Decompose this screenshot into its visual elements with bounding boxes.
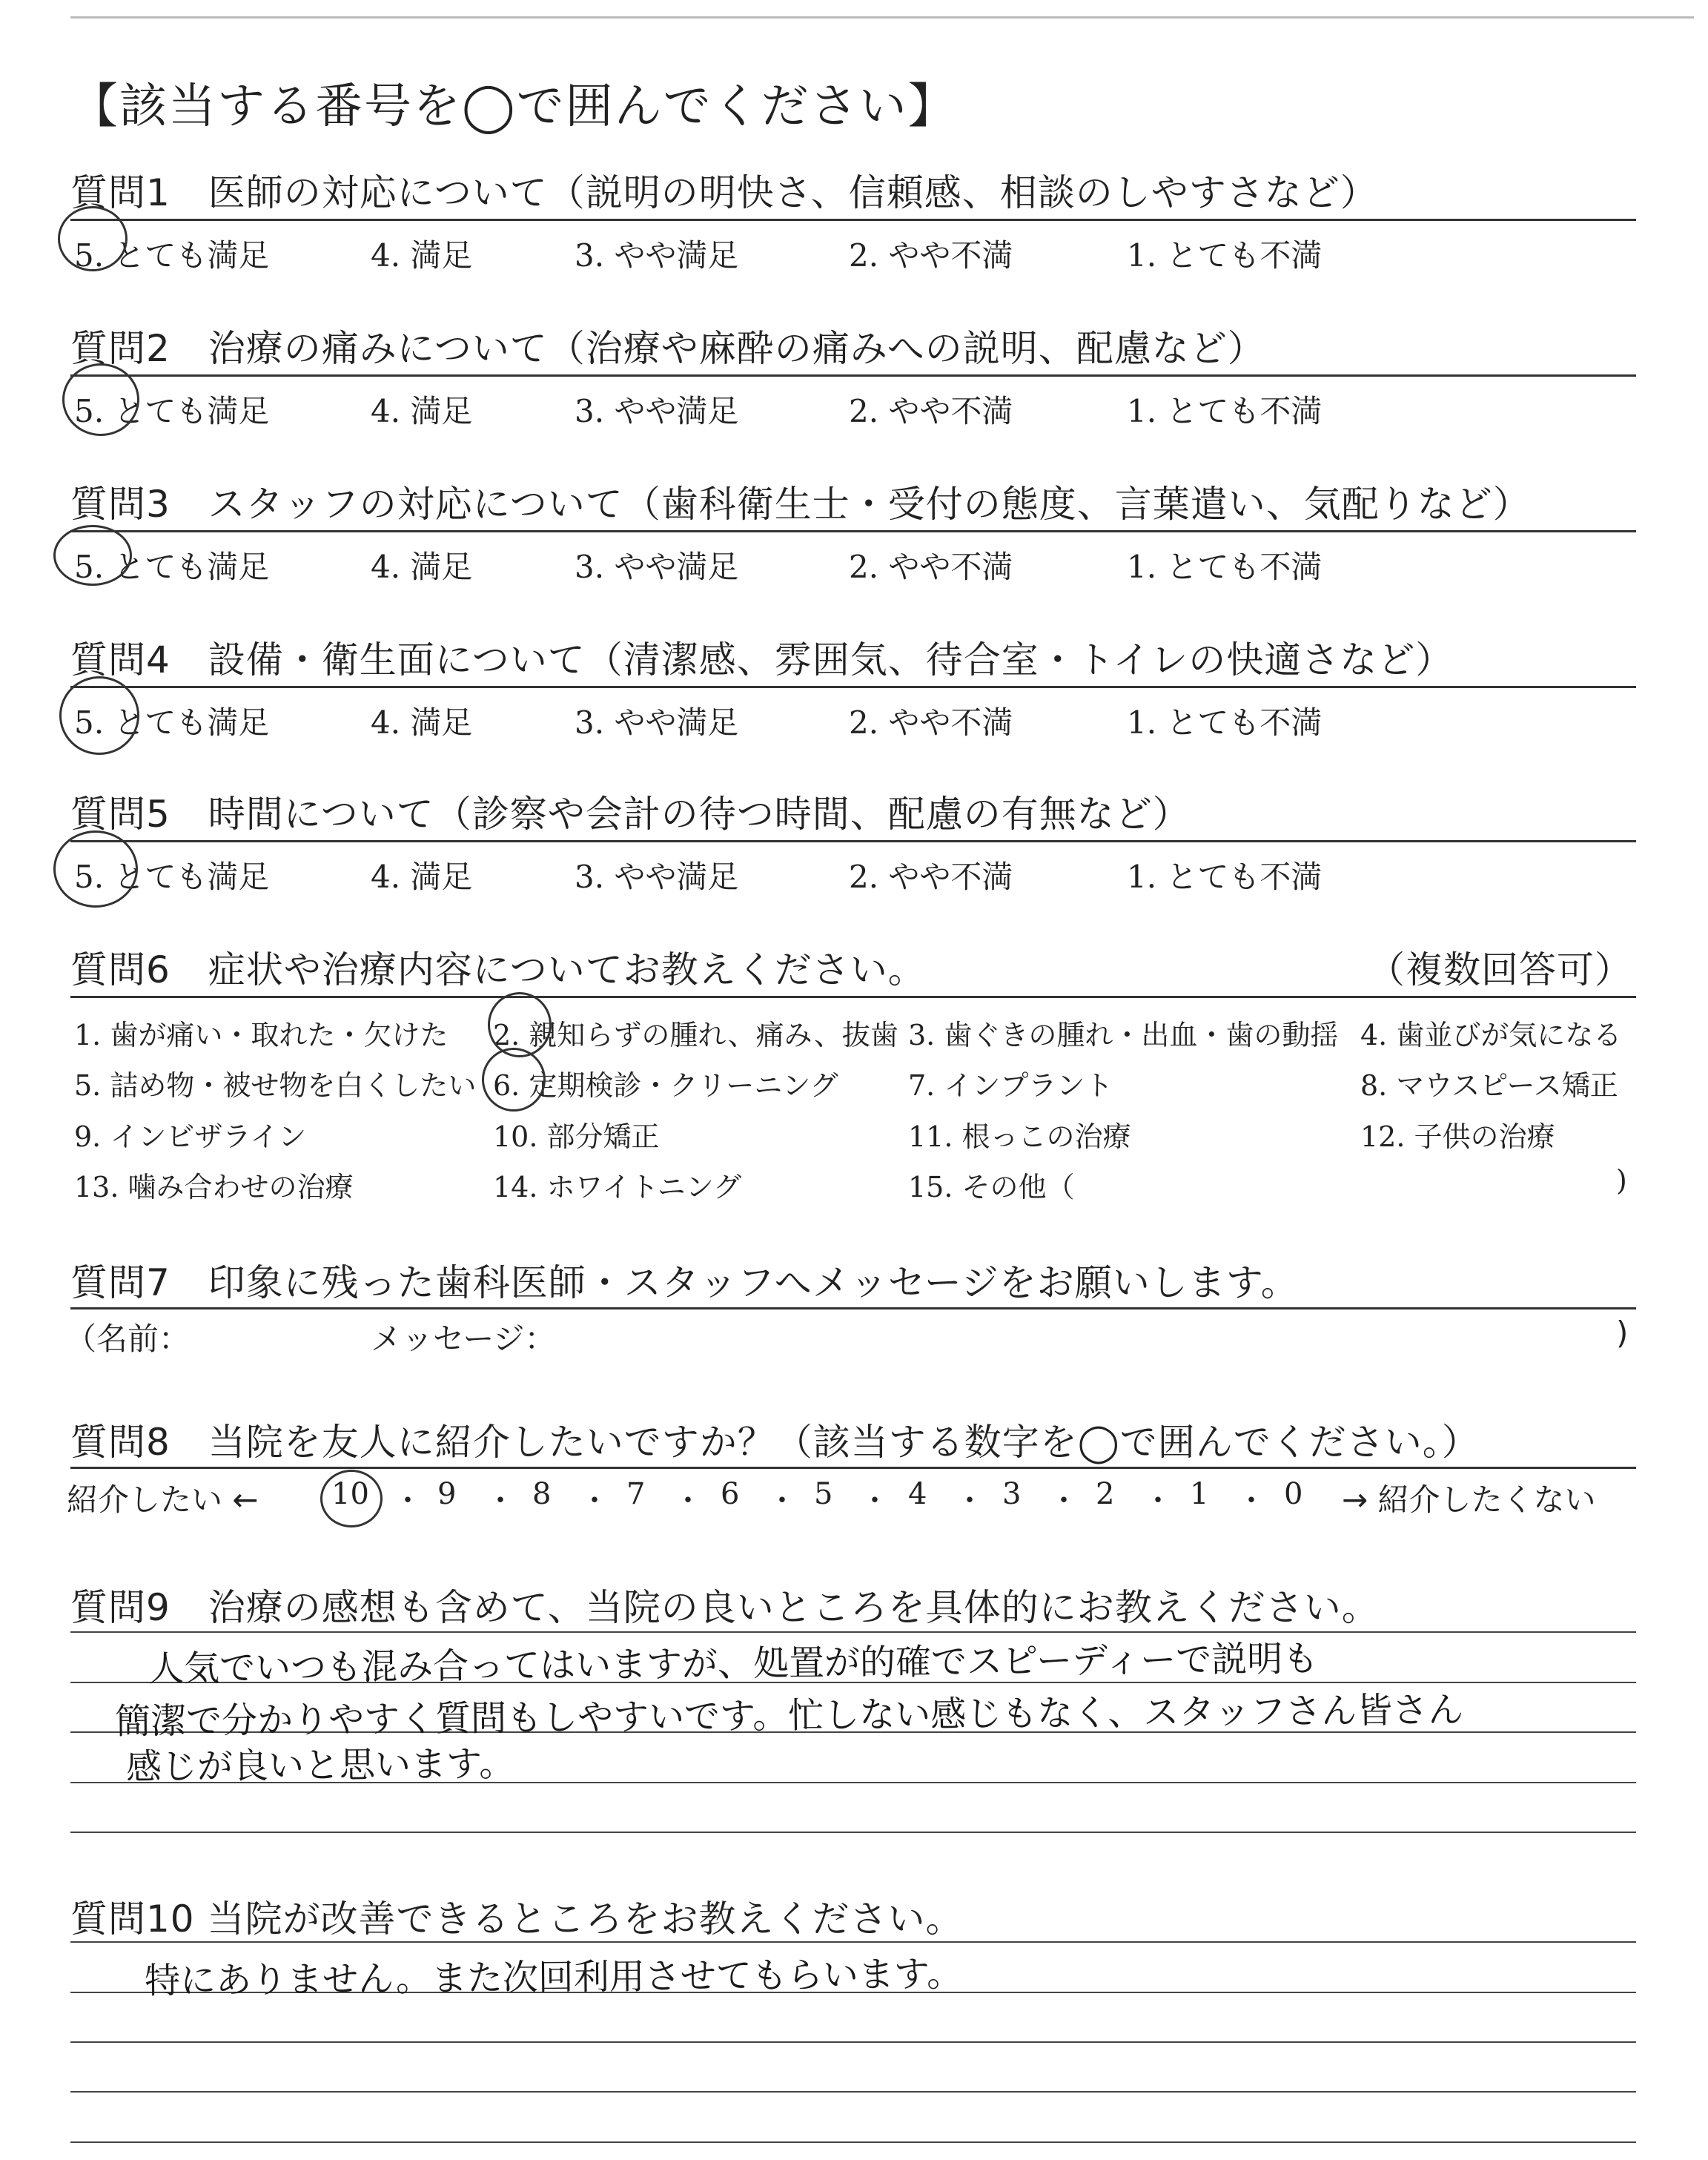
q1-option-1[interactable]: 1. とても不満	[1127, 237, 1323, 274]
q8-sep: ・	[673, 1484, 703, 1518]
q8-option-1[interactable]: 1	[1190, 1477, 1209, 1511]
q6-option-12[interactable]: 12. 子供の治療	[1360, 1120, 1555, 1153]
q2-option-1[interactable]: 1. とても不満	[1127, 393, 1323, 429]
q8-option-0[interactable]: 0	[1284, 1477, 1303, 1511]
q10-line-3	[70, 2041, 1636, 2043]
q9-line-1	[70, 1631, 1636, 1633]
q8-option-10[interactable]: 10	[331, 1477, 369, 1511]
question-4-heading: 質問4 設備・衛生面について（清潔感、雰囲気、待合室・トイレの快適さなど）	[70, 638, 1454, 681]
q5-option-3[interactable]: 3. やや満足	[575, 859, 739, 895]
question-8-heading: 質問8 当院を友人に紹介したいですか？（該当する数字を◯で囲んでください。）	[70, 1421, 1480, 1464]
q8-option-9[interactable]: 9	[437, 1477, 457, 1511]
q8-sep: ・	[1237, 1484, 1266, 1518]
question-3-heading: 質問3 スタッフの対応について（歯科衛生士・受付の態度、言葉遣い、気配りなど）	[70, 483, 1531, 526]
q10-line-5	[70, 2141, 1636, 2143]
q8-option-7[interactable]: 7	[626, 1477, 646, 1511]
page-top-edge	[70, 16, 1694, 19]
q2-option-4[interactable]: 4. 満足	[371, 393, 473, 429]
q8-option-2[interactable]: 2	[1096, 1477, 1115, 1511]
q1-option-3[interactable]: 3. やや満足	[575, 237, 739, 274]
question-10-heading: 質問10 当院が改善できるところをお教えください。	[70, 1898, 964, 1941]
q1-option-2[interactable]: 2. やや不満	[849, 237, 1013, 274]
q3-option-1[interactable]: 1. とても不満	[1127, 549, 1323, 585]
q1-option-5[interactable]: 5. とても満足	[74, 237, 270, 274]
q10-line-4	[70, 2091, 1636, 2093]
q7-name-label: （名前：	[65, 1321, 191, 1357]
question-2-rule	[70, 374, 1636, 377]
q6-option-8[interactable]: 8. マウスピース矯正	[1360, 1069, 1618, 1102]
q4-option-2[interactable]: 2. やや不満	[849, 704, 1013, 741]
question-8-rule	[70, 1467, 1636, 1469]
q9-answer-line-1: 人気でいつも混み合ってはいますが、処置が的確でスピーディーで説明も	[148, 1638, 1319, 1690]
q10-line-1	[70, 1941, 1636, 1943]
question-6-rule	[70, 996, 1636, 998]
question-5-rule	[70, 840, 1636, 842]
q5-option-2[interactable]: 2. やや不満	[849, 859, 1013, 895]
q6-option-10[interactable]: 10. 部分矯正	[493, 1120, 660, 1153]
question-4-rule	[70, 686, 1636, 688]
q4-option-3[interactable]: 3. やや満足	[575, 704, 739, 741]
q8-sep: ・	[1049, 1484, 1079, 1518]
question-6-heading: 質問6 症状や治療内容についてお教えください。	[70, 948, 926, 991]
q3-option-4[interactable]: 4. 満足	[371, 549, 473, 585]
question-1-rule	[70, 219, 1636, 221]
q6-option-13[interactable]: 13. 噛み合わせの治療	[74, 1171, 354, 1203]
q6-option-11[interactable]: 11. 根っこの治療	[908, 1120, 1131, 1153]
q6-option-3[interactable]: 3. 歯ぐきの腫れ・出血・歯の動揺	[908, 1019, 1339, 1051]
question-7-heading: 質問7 印象に残った歯科医師・スタッフへメッセージをお願いします。	[70, 1261, 1299, 1304]
q8-option-4[interactable]: 4	[908, 1477, 927, 1511]
q5-selected-circle	[53, 830, 138, 908]
q8-sep: ・	[580, 1484, 609, 1518]
q8-sep: ・	[486, 1484, 515, 1518]
q3-option-3[interactable]: 3. やや満足	[575, 549, 739, 585]
q5-option-5[interactable]: 5. とても満足	[74, 859, 270, 895]
q2-option-3[interactable]: 3. やや満足	[575, 393, 739, 429]
q8-sep: ・	[767, 1484, 797, 1518]
q8-right-label: → 紹介したくない	[1342, 1482, 1596, 1518]
q9-line-5	[70, 1832, 1636, 1833]
q4-selected-circle	[59, 676, 139, 755]
q3-option-5[interactable]: 5. とても満足	[74, 549, 270, 585]
q5-option-1[interactable]: 1. とても不満	[1127, 859, 1323, 895]
q8-sep: ・	[1143, 1484, 1173, 1518]
question-7-rule	[70, 1307, 1636, 1309]
q2-option-5[interactable]: 5. とても満足	[74, 393, 270, 429]
q8-left-label: 紹介したい ←	[67, 1482, 259, 1518]
q2-option-2[interactable]: 2. やや不満	[849, 393, 1013, 429]
q6-selected-circle-6	[482, 1048, 546, 1112]
question-9-heading: 質問9 治療の感想も含めて、当院の良いところを具体的にお教えください。	[70, 1586, 1380, 1629]
q9-answer-line-3: 感じが良いと思います。	[125, 1743, 515, 1789]
q6-option-7[interactable]: 7. インプラント	[908, 1069, 1113, 1102]
q3-selected-circle	[53, 525, 132, 586]
q8-option-3[interactable]: 3	[1002, 1477, 1022, 1511]
q6-option-2[interactable]: 2. 親知らずの腫れ、痛み、抜歯	[493, 1019, 898, 1051]
q7-message-label: メッセージ：	[371, 1321, 556, 1357]
q6-option-9[interactable]: 9. インビザライン	[74, 1120, 307, 1153]
q8-selected-circle	[320, 1470, 383, 1527]
question-6-note: （複数回答可）	[1368, 948, 1632, 991]
q8-sep: ・	[955, 1484, 984, 1518]
q1-option-4[interactable]: 4. 満足	[371, 237, 473, 274]
q6-option-15[interactable]: 15. その他（	[908, 1171, 1075, 1203]
question-3-rule	[70, 530, 1636, 532]
question-1-heading: 質問1 医師の対応について（説明の明快さ、信頼感、相談のしやすさなど）	[70, 171, 1378, 214]
q8-option-8[interactable]: 8	[532, 1477, 552, 1511]
q8-sep: ・	[860, 1484, 890, 1518]
q4-option-5[interactable]: 5. とても満足	[74, 704, 270, 741]
q6-option-15-close: )	[1616, 1164, 1627, 1197]
q6-option-14[interactable]: 14. ホワイトニング	[493, 1171, 742, 1203]
q10-answer-line-1: 特にありません。また次回利用させてもらいます。	[144, 1953, 963, 2002]
question-5-heading: 質問5 時間について（診察や会計の待つ時間、配慮の有無など）	[70, 793, 1191, 836]
q1-selected-circle	[58, 206, 128, 271]
q9-answer-line-2: 簡潔で分かりやすく質問もしやすいです。忙しない感じもなく、スタッフさん皆さん	[114, 1689, 1464, 1743]
page-title: 【該当する番号を◯で囲んでください】	[70, 79, 957, 134]
q5-option-4[interactable]: 4. 満足	[371, 859, 473, 895]
q4-option-4[interactable]: 4. 満足	[371, 704, 473, 741]
q6-option-1[interactable]: 1. 歯が痛い・取れた・欠けた	[74, 1019, 448, 1051]
q8-option-6[interactable]: 6	[721, 1477, 740, 1511]
q8-sep: ・	[393, 1484, 423, 1518]
q7-close-paren: )	[1616, 1315, 1629, 1351]
q8-option-5[interactable]: 5	[814, 1477, 833, 1511]
q4-option-1[interactable]: 1. とても不満	[1127, 704, 1323, 741]
q2-selected-circle	[62, 363, 139, 436]
q3-option-2[interactable]: 2. やや不満	[849, 549, 1013, 585]
question-2-heading: 質問2 治療の痛みについて（治療や麻酔の痛みへの説明、配慮など）	[70, 327, 1265, 370]
q6-option-5[interactable]: 5. 詰め物・被せ物を白くしたい	[74, 1069, 477, 1102]
q6-option-6[interactable]: 6. 定期検診・クリーニング	[493, 1069, 838, 1102]
q6-option-4[interactable]: 4. 歯並びが気になる	[1360, 1019, 1622, 1051]
